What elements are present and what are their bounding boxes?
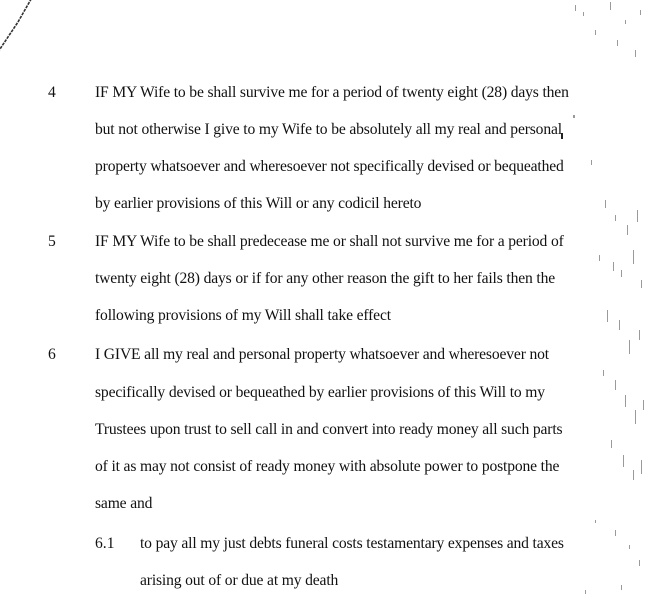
clause-6-line-4: of it as may not consist of ready money with absolute power to postpone the [95, 458, 560, 475]
clause-number: 4 [48, 84, 56, 101]
clause-4-line-2: but not otherwise I give to my Wife to be absolutely all my real and personal [95, 121, 562, 138]
clause-4-line-3: property whatsoever and wheresoever not specifically devised or bequeathed [95, 158, 564, 175]
clause-5-line-2: twenty eight (28) days or if for any other reason the gift to her fails then the [95, 270, 556, 287]
clause-6-line-2: specifically devised or bequeathed by earlier provisions of this Will to my [95, 384, 545, 401]
clause-4-line-4: by earlier provisions of this Will or any codicil hereto [95, 195, 422, 212]
clause-5-line-3: following provisions of my Will shall take effect [95, 307, 391, 324]
clause-number: 5 [48, 233, 56, 250]
clause-5-line-1: IF MY Wife to be shall predecease me or shall not survive me for a period of [95, 233, 564, 250]
clause-6-line-5: same and [95, 495, 153, 512]
clause-6-line-3: Trustees upon trust to sell call in and convert into ready money all such parts [95, 421, 563, 438]
subclause-number: 6.1 [95, 535, 115, 552]
clause-4-line-1: IF MY Wife to be shall survive me for a period of twenty eight (28) days then [95, 84, 569, 101]
subclause-6-1-line-2: arising out of or due at my death [140, 572, 339, 589]
pen-stroke-mark [0, 0, 44, 58]
clause-number: 6 [48, 346, 56, 363]
clause-6-line-1: I GIVE all my real and personal property whatsoever and wheresoever not [95, 346, 549, 363]
subclause-6-1-line-1: to pay all my just debts funeral costs testamentary expenses and taxes [140, 535, 564, 552]
